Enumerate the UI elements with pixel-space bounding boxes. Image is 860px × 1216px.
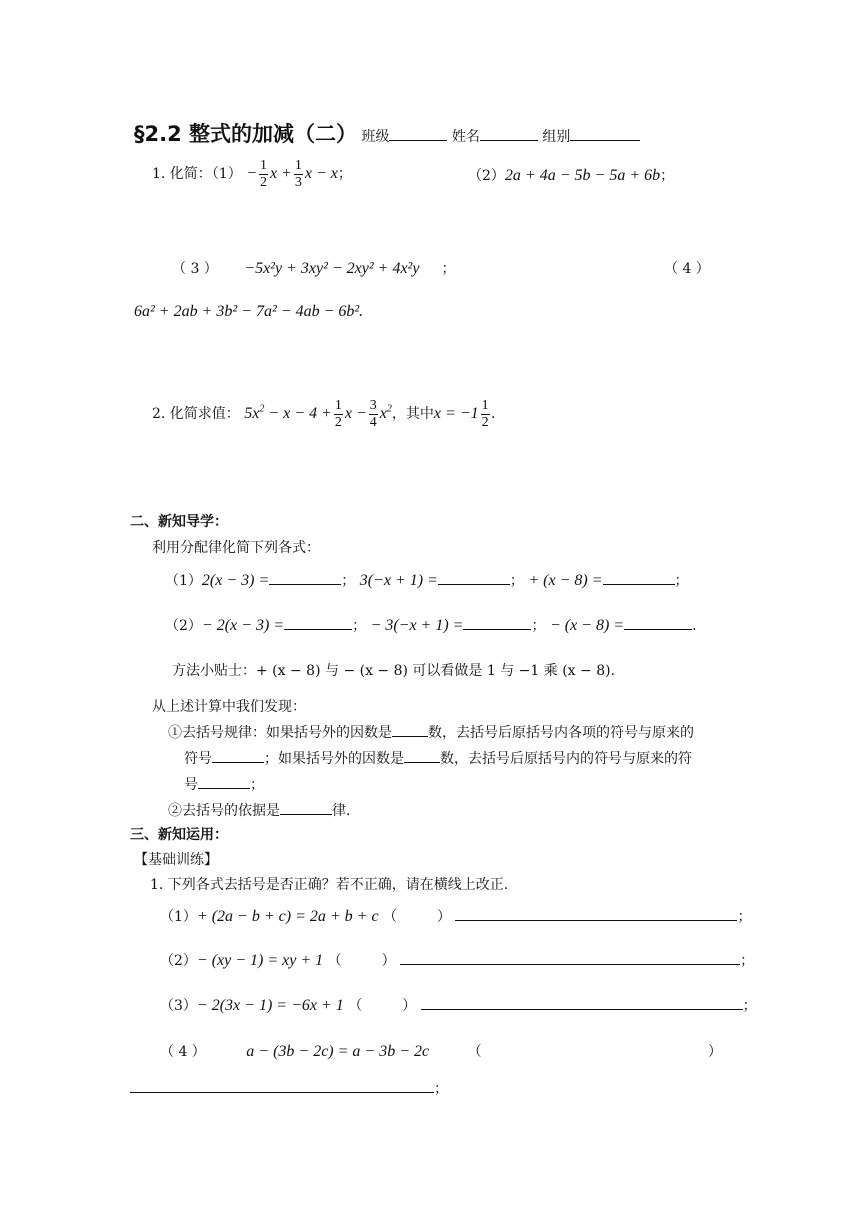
rule2-line xyxy=(168,800,350,820)
section2-heading: 二、新知导学： xyxy=(130,514,228,530)
rule1-e: 数，去括号后原括号内的符号与原来的符 xyxy=(440,751,692,767)
rule1-blank4[interactable] xyxy=(198,774,250,789)
q1-p4-tag: （ 4 ） xyxy=(664,261,710,277)
discover-text: 从上述计算中我们发现： xyxy=(152,699,306,715)
q1-p3-tag: （ 3 ） xyxy=(172,261,218,277)
page-title: §2.2 整式的加减（二） xyxy=(134,122,358,146)
row2-expr1: − 2(x − 3) = xyxy=(201,617,285,634)
q2-expr: $5x^2 - x - 4$ + $\frac{1}{2}$ x − $\frac{3}{4}$ $x^2$ xyxy=(244,398,392,430)
item2-paren-close: ） xyxy=(381,953,396,969)
check-item-2 xyxy=(160,950,754,970)
rule1-blank1[interactable] xyxy=(392,722,428,737)
row1-tag: （1） xyxy=(165,573,202,589)
section3-q1: 1. 下列各式去括号是否正确？若不正确，请在横线上改正. xyxy=(150,877,509,893)
row1-expr3: + (x − 8) = xyxy=(528,572,603,589)
group-blank[interactable] xyxy=(570,126,640,141)
rule1-d: ；如果括号外的因数是 xyxy=(264,751,404,767)
rule2-a: ②去括号的依据是 xyxy=(168,803,280,819)
title-row xyxy=(134,118,640,148)
q1-p2-tag: （2） xyxy=(468,168,505,184)
item3-expr: − 2(3x − 1) = −6x + 1 xyxy=(196,997,344,1014)
item2-correction-blank[interactable] xyxy=(400,950,740,965)
item4-tag: （ 4 ） xyxy=(160,1044,206,1060)
name-label: 姓名 xyxy=(451,129,480,145)
item3-semicolon: ； xyxy=(742,998,757,1014)
rule1-f: 号 xyxy=(184,777,198,793)
rule1-line2 xyxy=(184,748,692,768)
rule1-blank3[interactable] xyxy=(404,748,440,763)
q1-p2: （2）2a + 4a − 5b − 5a + 6b； xyxy=(468,167,675,184)
q1-row: 1. 化简：（1） − $\frac{1}{2}$ x + $\frac{1}{3}$ x − x； xyxy=(152,158,352,190)
item4-paren-open: （ xyxy=(467,1044,482,1060)
q2-label: 2. 化简求值： xyxy=(152,406,240,423)
item1-paren-open: （ xyxy=(383,909,398,925)
rule2-blank[interactable] xyxy=(280,800,332,815)
dist-row-2: （2）− 2(x − 3) = ； − 3(−x + 1) = ； − (x − 8) = . xyxy=(165,617,697,634)
item1-correction-blank[interactable] xyxy=(455,906,737,921)
section2-intro: 利用分配律化简下列各式： xyxy=(152,540,320,556)
class-blank[interactable] xyxy=(389,126,447,141)
check-item-4 xyxy=(160,1041,482,1061)
group-label: 组别 xyxy=(542,129,571,145)
item1-expr: + (2a − b + c) = 2a + b + c xyxy=(196,908,379,925)
rule2-b: 律. xyxy=(332,803,351,819)
item2-expr: − (xy − 1) = xy + 1 xyxy=(196,952,324,969)
class-label: 班级 xyxy=(361,129,390,145)
rule1-blank2[interactable] xyxy=(212,748,264,763)
item4-semicolon: ； xyxy=(434,1081,448,1097)
row2-tag: （2） xyxy=(165,618,202,634)
rule1-c: 符号 xyxy=(184,751,212,767)
row2-expr2: − 3(−x + 1) = xyxy=(370,617,464,634)
rule1-b: 数，去括号后原括号内各项的符号与原来的 xyxy=(428,725,694,741)
q2-row xyxy=(152,398,496,431)
row1-expr1: 2(x − 3) = xyxy=(201,572,270,589)
item4-correction-blank[interactable] xyxy=(130,1078,434,1093)
q1-p2-expr: 2a + 4a − 5b − 5a + 6b xyxy=(504,167,661,184)
row2-blank2[interactable] xyxy=(463,615,531,630)
row2-blank1[interactable] xyxy=(284,615,352,630)
item4-paren-close: ） xyxy=(708,1044,722,1060)
dist-row-1: （1）2(x − 3) = ； 3(−x + 1) = ； + (x − 8) = ； xyxy=(165,572,689,589)
section3-heading: 三、新知运用： xyxy=(130,827,228,843)
section3-sub: 【基础训练】 xyxy=(134,852,218,868)
q1-p3-expr: −5x²y + 3xy² − 2xy² + 4x²y xyxy=(244,260,420,277)
item3-correction-blank[interactable] xyxy=(421,995,743,1010)
row2-blank3[interactable] xyxy=(624,615,692,630)
q1-p4-expr: 6a² + 2ab + 3b² − 7a² − 4ab − 6b². xyxy=(134,303,364,320)
row1-blank3[interactable] xyxy=(603,570,675,585)
rule1-line1 xyxy=(168,722,694,742)
item2-semicolon: ； xyxy=(740,953,755,969)
item2-tag: （2） xyxy=(160,953,197,969)
item4-correction-row xyxy=(130,1078,448,1098)
q1-p1-expr: − $\frac{1}{2}$ x + $\frac{1}{3}$ x − x xyxy=(246,158,338,190)
item3-paren-close: ） xyxy=(402,998,417,1014)
row2-expr3: − (x − 8) = xyxy=(549,617,625,634)
q1-label: 1. 化简： xyxy=(152,166,212,183)
q2-value: x = −1 $\frac{1}{2}$ . xyxy=(433,398,496,430)
row1-blank1[interactable] xyxy=(269,570,341,585)
method-tip: 方法小贴士：+ (x − 8) 与 − (x − 8) 可以看做是 1 与 −1 乘 (x − 8). xyxy=(172,663,616,679)
name-blank[interactable] xyxy=(480,126,538,141)
rule1-a: ①去括号规律：如果括号外的因数是 xyxy=(168,725,392,741)
item1-tag: （1） xyxy=(160,909,197,925)
check-item-1 xyxy=(160,906,751,926)
item1-semicolon: ； xyxy=(737,909,752,925)
check-item-3 xyxy=(160,995,757,1015)
item1-paren-close: ） xyxy=(437,909,452,925)
rule1-line3: 号 ； xyxy=(184,774,264,794)
q1-p3: （ 3 ） −5x²y + 3xy² − 2xy² + 4x²y ； xyxy=(172,260,456,277)
row1-blank2[interactable] xyxy=(438,570,510,585)
q1-p1-tag: （1） xyxy=(211,166,242,183)
q2-where: ，其中 xyxy=(391,406,434,423)
row1-expr2: 3(−x + 1) = xyxy=(359,572,438,589)
item3-paren-open: （ xyxy=(348,998,363,1014)
item4-expr: a − (3b − 2c) = a − 3b − 2c xyxy=(246,1043,430,1060)
item2-paren-open: （ xyxy=(327,953,342,969)
item3-tag: （3） xyxy=(160,998,197,1014)
